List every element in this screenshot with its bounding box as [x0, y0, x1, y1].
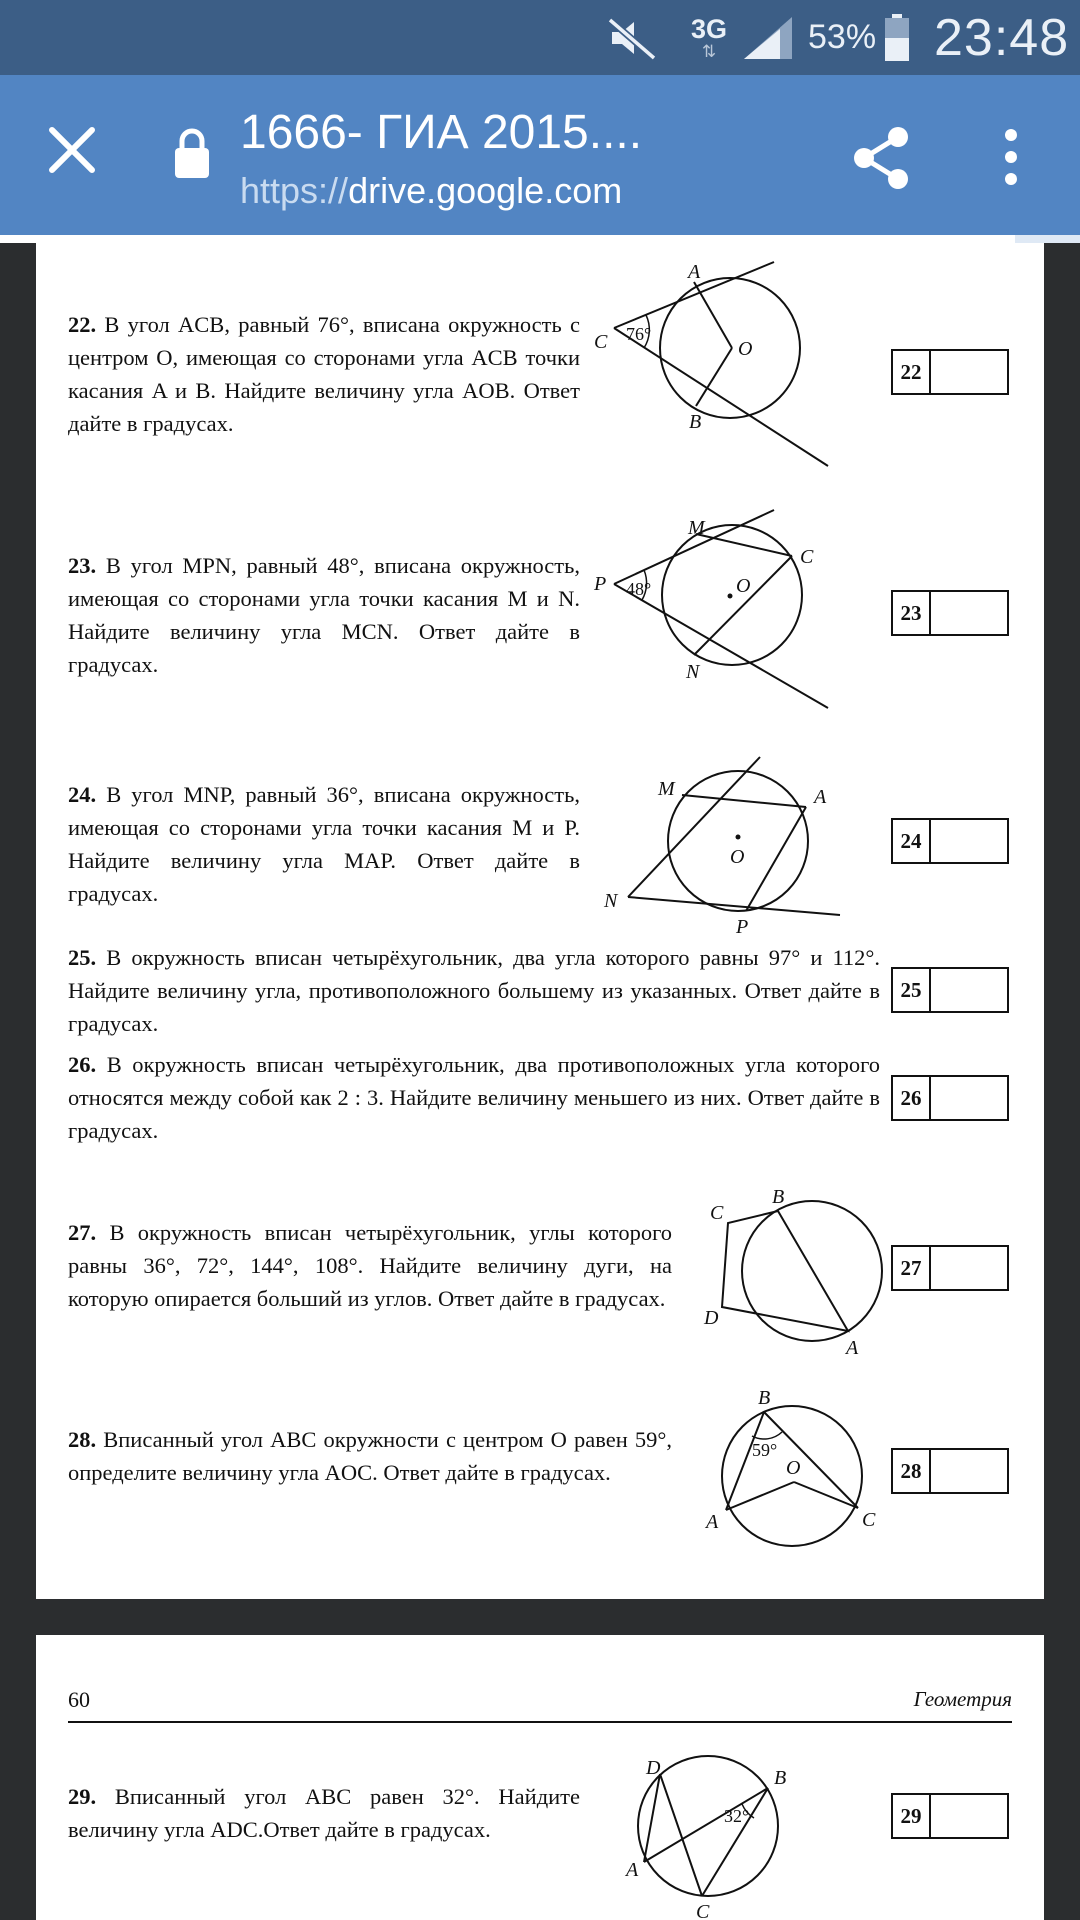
figure-task-27: [702, 1183, 902, 1363]
answer-box-number: 23: [893, 592, 931, 634]
answer-box-number: 24: [893, 820, 931, 862]
signal-icon: [742, 0, 802, 75]
task-26-text: 26. В окружность вписан четырёхугольник, два противоположных угла которого относятся между собой как 2 : 3. Найдите величину меньшего из них. Ответ дайте в градусах.: [68, 1052, 880, 1143]
task-number: 29: [68, 1784, 91, 1809]
task-number: 23: [68, 553, 91, 578]
header-rule: [68, 1721, 1012, 1723]
figure-task-24: [596, 753, 876, 938]
fig-label: C: [710, 1202, 724, 1224]
fig-label: C: [800, 546, 814, 568]
task-28-text: 28. Вписанный угол ABC окружности с центром O равен 59°, определите величину угла AOC. Ответ дайте в градусах.: [68, 1427, 672, 1485]
task-number: 28: [68, 1427, 91, 1452]
task-29-text: 29. Вписанный угол ABC равен 32°. Найдите величину угла ADC.Ответ дайте в градусах.: [68, 1784, 581, 1842]
task-body: В угол MPN, равный 48°, вписана окружность, имеющая со сторонами угла точки касания M и N. Найдите величину угла MCN. Ответ дайте в градусах.: [68, 553, 580, 677]
data-arrows-icon: ⇅: [701, 41, 717, 61]
task-number: 25: [68, 945, 91, 970]
fig-label: A: [688, 261, 701, 283]
url-scheme: https://: [240, 170, 349, 211]
answer-field[interactable]: [931, 1795, 1007, 1837]
answer-field[interactable]: [931, 592, 1007, 634]
custom-tab-toolbar: [0, 75, 1080, 235]
fig-label: P: [594, 573, 607, 595]
fig-label: M: [688, 517, 705, 539]
answer-box-23[interactable]: [891, 590, 1009, 636]
mute-icon: [606, 0, 662, 75]
fig-label: A: [626, 1859, 639, 1881]
figure-task-23: [596, 508, 876, 708]
answer-box-28[interactable]: [891, 1448, 1009, 1494]
answer-box-29[interactable]: [891, 1793, 1009, 1839]
fig-label: B: [772, 1186, 785, 1208]
fig-label: C: [696, 1901, 710, 1920]
url-host: drive.google.com: [348, 170, 623, 211]
task-22-text: 22. В угол ACB, равный 76°, вписана окружность с центром O, имеющая со сторонами угла ACB точки касания A и B. Найдите величину угла AOB. Ответ дайте в градусах.: [68, 312, 581, 436]
battery-percent: 53%: [808, 18, 877, 56]
fig-label: D: [646, 1757, 661, 1779]
answer-box-24[interactable]: [891, 818, 1009, 864]
answer-field[interactable]: [931, 1450, 1007, 1492]
more-vert-icon[interactable]: [994, 127, 1028, 187]
task-body: В угол MNP, равный 36°, вписана окружность, имеющая со сторонами угла точки касания M и P. Найдите величину угла MAP. Ответ дайте в градусах.: [68, 782, 580, 906]
answer-box-number: 27: [893, 1247, 931, 1289]
fig-label: N: [686, 661, 700, 683]
task-number: 27: [68, 1220, 91, 1245]
answer-field[interactable]: [931, 820, 1007, 862]
lock-icon: [172, 127, 212, 179]
fig-label: A: [846, 1337, 859, 1359]
task-body: В окружность вписан четырёхугольник, два угла которого равны 97° и 112°. Найдите величину угла, противоположного большему из указанных. Ответ дайте в градусах.: [68, 945, 881, 1036]
status-bar: [0, 0, 1080, 75]
answer-field[interactable]: [931, 1247, 1007, 1289]
answer-box-27[interactable]: [891, 1245, 1009, 1291]
fig-label: N: [604, 890, 618, 912]
clock: 23:48: [934, 8, 1070, 67]
answer-box-number: 25: [893, 969, 931, 1011]
answer-box-22[interactable]: [891, 349, 1009, 395]
fig-angle: 76°: [626, 324, 652, 344]
answer-box-25[interactable]: [891, 967, 1009, 1013]
page-title: 1666- ГИА 2015....: [240, 106, 643, 159]
section-title: Геометрия: [913, 1687, 1012, 1711]
task-number: 22: [68, 312, 91, 337]
fig-label: A: [814, 786, 827, 808]
share-icon[interactable]: [850, 125, 912, 191]
task-25-text: 25. В окружность вписан четырёхугольник, два угла которого равны 97° и 112°. Найдите величину угла, противоположного большему из указанных. Ответ дайте в градусах.: [68, 945, 881, 1036]
answer-box-26[interactable]: [891, 1075, 1009, 1121]
fig-label: O: [786, 1457, 801, 1479]
load-progress-fill: [0, 235, 1015, 243]
fig-label: B: [689, 411, 702, 433]
fig-label: C: [594, 331, 608, 353]
page-number: 60: [68, 1687, 90, 1712]
task-body: В окружность вписан четырёхугольник, углы которого равны 36°, 72°, 144°, 108°. Найдите величину дуги, на которую опирается больший из углов. Ответ дайте в градусах.: [68, 1220, 673, 1311]
task-number: 24: [68, 782, 91, 807]
fig-label: O: [738, 338, 753, 360]
answer-box-number: 29: [893, 1795, 931, 1837]
fig-label: B: [774, 1767, 787, 1789]
page-url: [240, 170, 622, 212]
load-progress-bar: [0, 235, 1080, 243]
answer-field[interactable]: [931, 1077, 1007, 1119]
task-23-text: 23. В угол MPN, равный 48°, вписана окружность, имеющая со сторонами угла точки касания M и N. Найдите величину угла MCN. Ответ дайте в градусах.: [68, 553, 580, 677]
network-type: 3G: [690, 13, 728, 44]
fig-angle: 59°: [752, 1440, 778, 1460]
fig-angle: 48°: [626, 579, 652, 599]
fig-label: C: [862, 1509, 876, 1531]
figure-task-29: [596, 1738, 816, 1920]
task-24-text: 24. В угол MNP, равный 36°, вписана окружность, имеющая со сторонами угла точки касания M и P. Найдите величину угла MAP. Ответ дайте в градусах.: [68, 782, 580, 906]
task-27-text: 27. В окружность вписан четырёхугольник, углы которого равны 36°, 72°, 144°, 108°. Найдите величину дуги, на которую опирается больший из углов. Ответ дайте в градусах.: [68, 1220, 673, 1311]
fig-label: P: [736, 916, 749, 938]
fig-label: D: [704, 1307, 719, 1329]
figure-task-28: [702, 1388, 902, 1558]
fig-label: O: [730, 846, 745, 868]
answer-box-number: 22: [893, 351, 931, 393]
answer-box-number: 28: [893, 1450, 931, 1492]
network-indicator: [686, 0, 732, 75]
document-page[interactable]: [36, 243, 1044, 1599]
task-number: 26: [68, 1052, 91, 1077]
task-body: Вписанный угол ABC равен 32°. Найдите величину угла ADC.Ответ дайте в градусах.: [68, 1784, 581, 1842]
fig-label: M: [658, 778, 675, 800]
answer-field[interactable]: [931, 969, 1007, 1011]
figure-task-22: [594, 261, 876, 468]
task-body: В окружность вписан четырёхугольник, два противоположных угла которого относятся между собой как 2 : 3. Найдите величину меньшего из них. Ответ дайте в градусах.: [68, 1052, 880, 1143]
fig-label: A: [706, 1511, 719, 1533]
fig-angle: 32°: [724, 1806, 750, 1826]
answer-field[interactable]: [931, 351, 1007, 393]
fig-label: O: [736, 575, 751, 597]
fig-label: B: [758, 1387, 771, 1409]
task-body: В угол ACB, равный 76°, вписана окружность с центром O, имеющая со сторонами угла ACB точки касания A и B. Найдите величину угла AOB. Ответ дайте в градусах.: [68, 312, 581, 436]
answer-box-number: 26: [893, 1077, 931, 1119]
battery-icon: [884, 0, 914, 75]
document-page[interactable]: [36, 1635, 1044, 1920]
close-icon[interactable]: [42, 120, 102, 180]
task-body: Вписанный угол ABC окружности с центром O равен 59°, определите величину угла AOC. Ответ дайте в градусах.: [68, 1427, 672, 1485]
